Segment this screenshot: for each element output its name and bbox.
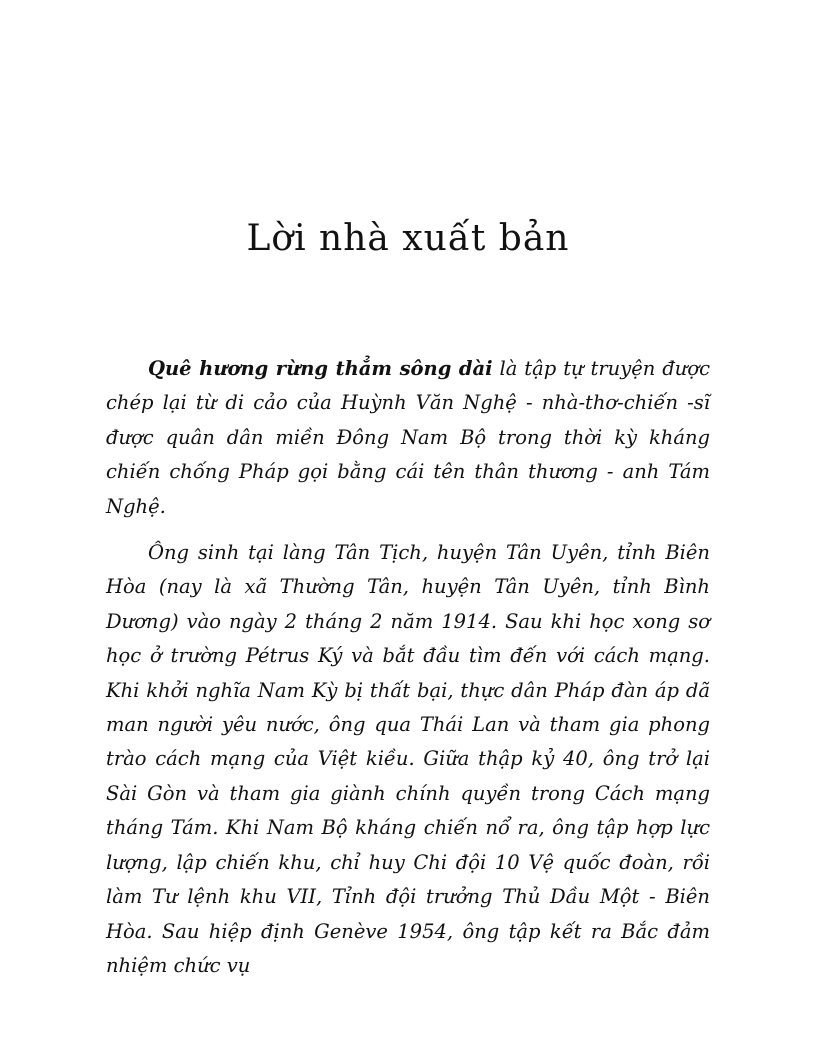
paragraph-intro-text: là tập tự truyện được chép lại từ di cảo của Huỳnh Văn Nghệ - nhà-thơ-chiến -sĩ được quân dân miền Đông Nam Bộ trong thời kỳ kháng chiến chống Pháp gọi bằng cái tên thân thương - anh Tám Nghệ. <box>106 357 710 518</box>
paragraph-biography: Ông sinh tại làng Tân Tịch, huyện Tân Uyên, tỉnh Biên Hòa (nay là xã Thường Tân, huyện Tân Uyên, tỉnh Bình Dương) vào ngày 2 tháng 2 năm 1914. Sau khi học xong sơ học ở trường Pétrus Ký và bắt đầu tìm đến với cách mạng. Khi khởi nghĩa Nam Kỳ bị thất bại, thực dân Pháp đàn áp dã man người yêu nước, ông qua Thái Lan và tham gia phong trào cách mạng của Việt kiều. Giữa thập kỷ 40, ông trở lại Sài Gòn và tham gia giành chính quyền trong Cách mạng tháng Tám. Khi Nam Bộ kháng chiến nổ ra, ông tập hợp lực lượng, lập chiến khu, chỉ huy Chi đội 10 Vệ quốc đoàn, rồi làm Tư lệnh khu VII, Tỉnh đội trưởng Thủ Dầu Một - Biên Hòa. Sau hiệp định Genève 1954, ông tập kết ra Bắc đảm nhiệm chức vụ <box>106 541 710 977</box>
page-title: Lời nhà xuất bản <box>246 218 570 259</box>
book-title: Quê hương rừng thẳm sông dài <box>148 357 493 380</box>
body-text <box>106 352 710 995</box>
paragraph-intro <box>106 352 710 524</box>
